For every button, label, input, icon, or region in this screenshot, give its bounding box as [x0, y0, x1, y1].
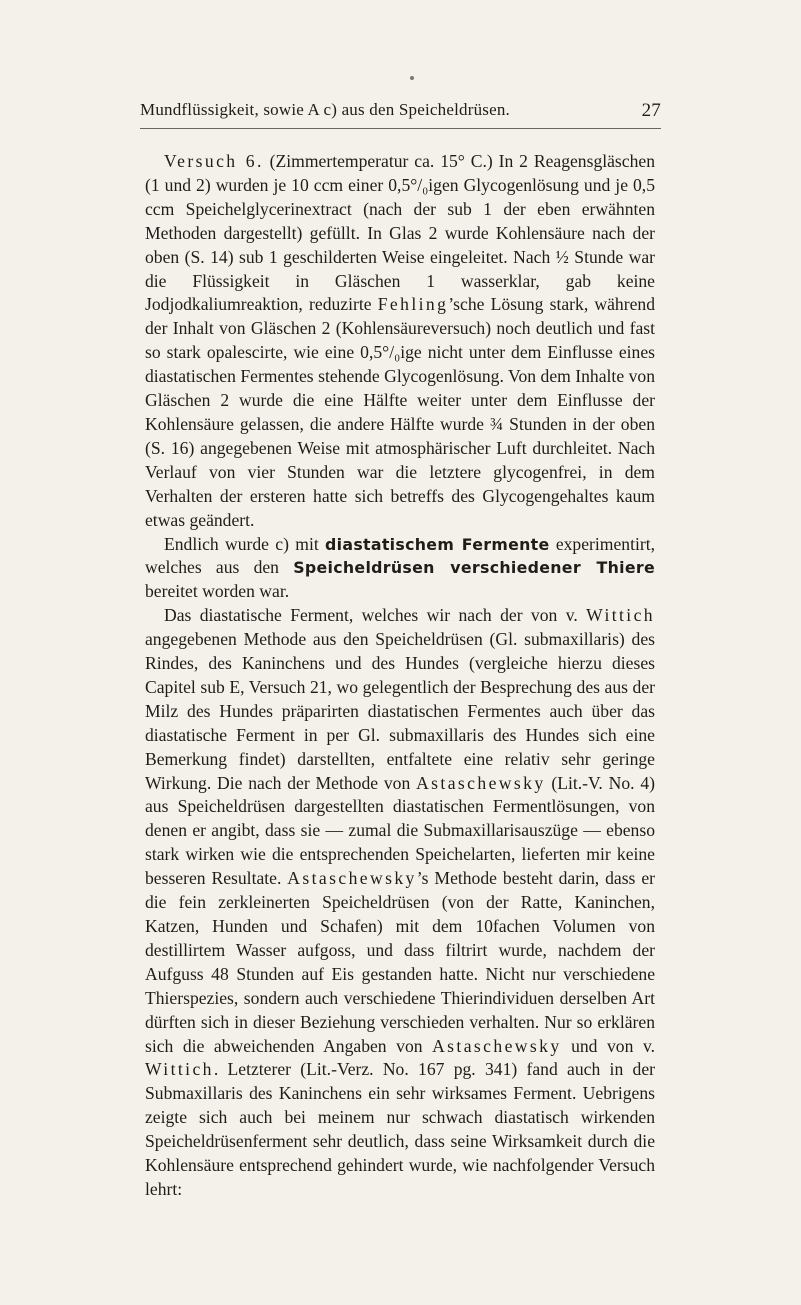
- paragraph-text: und von v.: [561, 1035, 655, 1056]
- experiment-label: Versuch 6.: [164, 151, 264, 171]
- ink-speck: [410, 76, 414, 80]
- paragraph-text: bereitet worden war.: [145, 581, 290, 602]
- running-title: Mundflüssigkeit, sowie A c) aus den Speicheldrüsen.: [140, 100, 510, 119]
- emphasis-heading: Speicheldrüsen verschiedener Thiere: [293, 558, 655, 578]
- paragraph-text: angegebenen Methode aus den Speicheldrüsen (Gl. submaxillaris) des Rindes, des Kaninchens und des Hundes (vergleiche hierzu dieses Capitel sub E, Versuch 21, wo gelegentlich der Besprechung des aus der Milz des Hundes präparirten diastatischen Fermentes auch über das diastatische Ferment in per Gl. submaxillaris des Hundes sich eine Bemerkung findet) darstellten, entfaltete eine relativ sehr geringe Wirkung. Die nach der Methode von: [145, 629, 655, 793]
- paragraph-text: Das diastatische Ferment, welches wir nach der von v.: [164, 605, 587, 626]
- paragraph-text: ’s Methode besteht darin, dass er die fein zerkleinerten Speicheldrüsen (von der Ratte, Kaninchen, Katzen, Hunden und Schafen) mit dem 10fachen Volumen von destillirtem Wasser aufgoss, und dass filtrirt wurde, nachdem der Aufguss 48 Stunden auf Eis gestanden hatte. Nicht nur verschiedene Thierspezies, sondern auch verschiedene Thierindividuen derselben Art dürften sich in dieser Beziehung verschieden verhalten. Nur so erklären sich die abweichenden Angaben von: [145, 868, 655, 1056]
- paragraph-ferment: [145, 604, 655, 1202]
- paragraph-section-c: [145, 533, 655, 605]
- page-number: 27: [641, 100, 661, 121]
- paragraph-text: (Lit.-V. No. 4) aus Speicheldrüsen dargestellten diastatischen Fermentlösungen, von denen er angibt, dass sie — zumal die Submaxillarisauszüge — ebenso stark wirken wie die entsprechenden Speichelarten, lieferten mir keine besseren Resultate.: [145, 772, 655, 889]
- author-name: Astaschewsky: [432, 1035, 562, 1056]
- author-name: Fehling: [377, 294, 449, 315]
- author-name: Wittich: [145, 1059, 214, 1080]
- author-name: Wittich: [586, 605, 655, 626]
- emphasis-heading: diastatischem Fermente: [325, 534, 550, 554]
- paragraph-text: ’sche Lösung stark, während der Inhalt von Gläschen 2 (Kohlensäureversuch) noch deutlich und fast so stark opalescirte, wie eine 0,5°/₀ige nicht unter dem Einflusse eines diastatischen Fermentes stehende Glycogenlösung. Von dem Inhalte von Gläschen 2 wurde die eine Hälfte weiter unter dem Einflusse der Kohlensäure gelassen, die andere Hälfte wurde ¾ Stunden in der oben (S. 16) angegebenen Weise mit atmosphärischer Luft durchleitet. Nach Verlauf von vier Stunden war die letztere glycogenfrei, in dem Verhalten der ersteren hatte sich betreffs des Glycogengehaltes kaum etwas geändert.: [145, 294, 655, 530]
- paragraph-text: (Zimmertemperatur ca. 15° C.) In 2 Reagensgläschen (1 und 2) wurden je 10 ccm einer 0,5°/₀igen Glycogenlösung und je 0,5 ccm Speichelglycerinextract (nach der sub 1 der eben erwähnten Methoden dargestellt) gefüllt. In Glas 2 wurde Kohlensäure nach der oben (S. 14) sub 1 geschilderten Weise eingeleitet. Nach ½ Stunde war die Flüssigkeit in Gläschen 1 wasserklar, gab keine Jodjodkaliumreaktion, reduzirte: [145, 151, 655, 315]
- running-head: [140, 100, 661, 129]
- author-name: Astaschewsky: [287, 868, 417, 889]
- body-text: [145, 150, 655, 1202]
- author-name: Astaschewsky: [416, 772, 546, 793]
- paragraph-versuch-6: [145, 150, 655, 533]
- paragraph-text: experimentirt, welches aus den: [145, 533, 656, 578]
- paragraph-text: Endlich wurde c) mit: [164, 533, 326, 554]
- paragraph-text: . Letzterer (Lit.-Verz. No. 167 pg. 341) fand auch in der Submaxillaris des Kaninchens ein sehr wirksames Ferment. Uebrigens zeigte sich auch bei meinem nur schwach diastatisch wirkenden Speicheldrüsenferment sehr deutlich, dass seine Wirksamkeit durch die Kohlensäure entsprechend gehindert wurde, wie nachfolgender Versuch lehrt:: [145, 1059, 655, 1199]
